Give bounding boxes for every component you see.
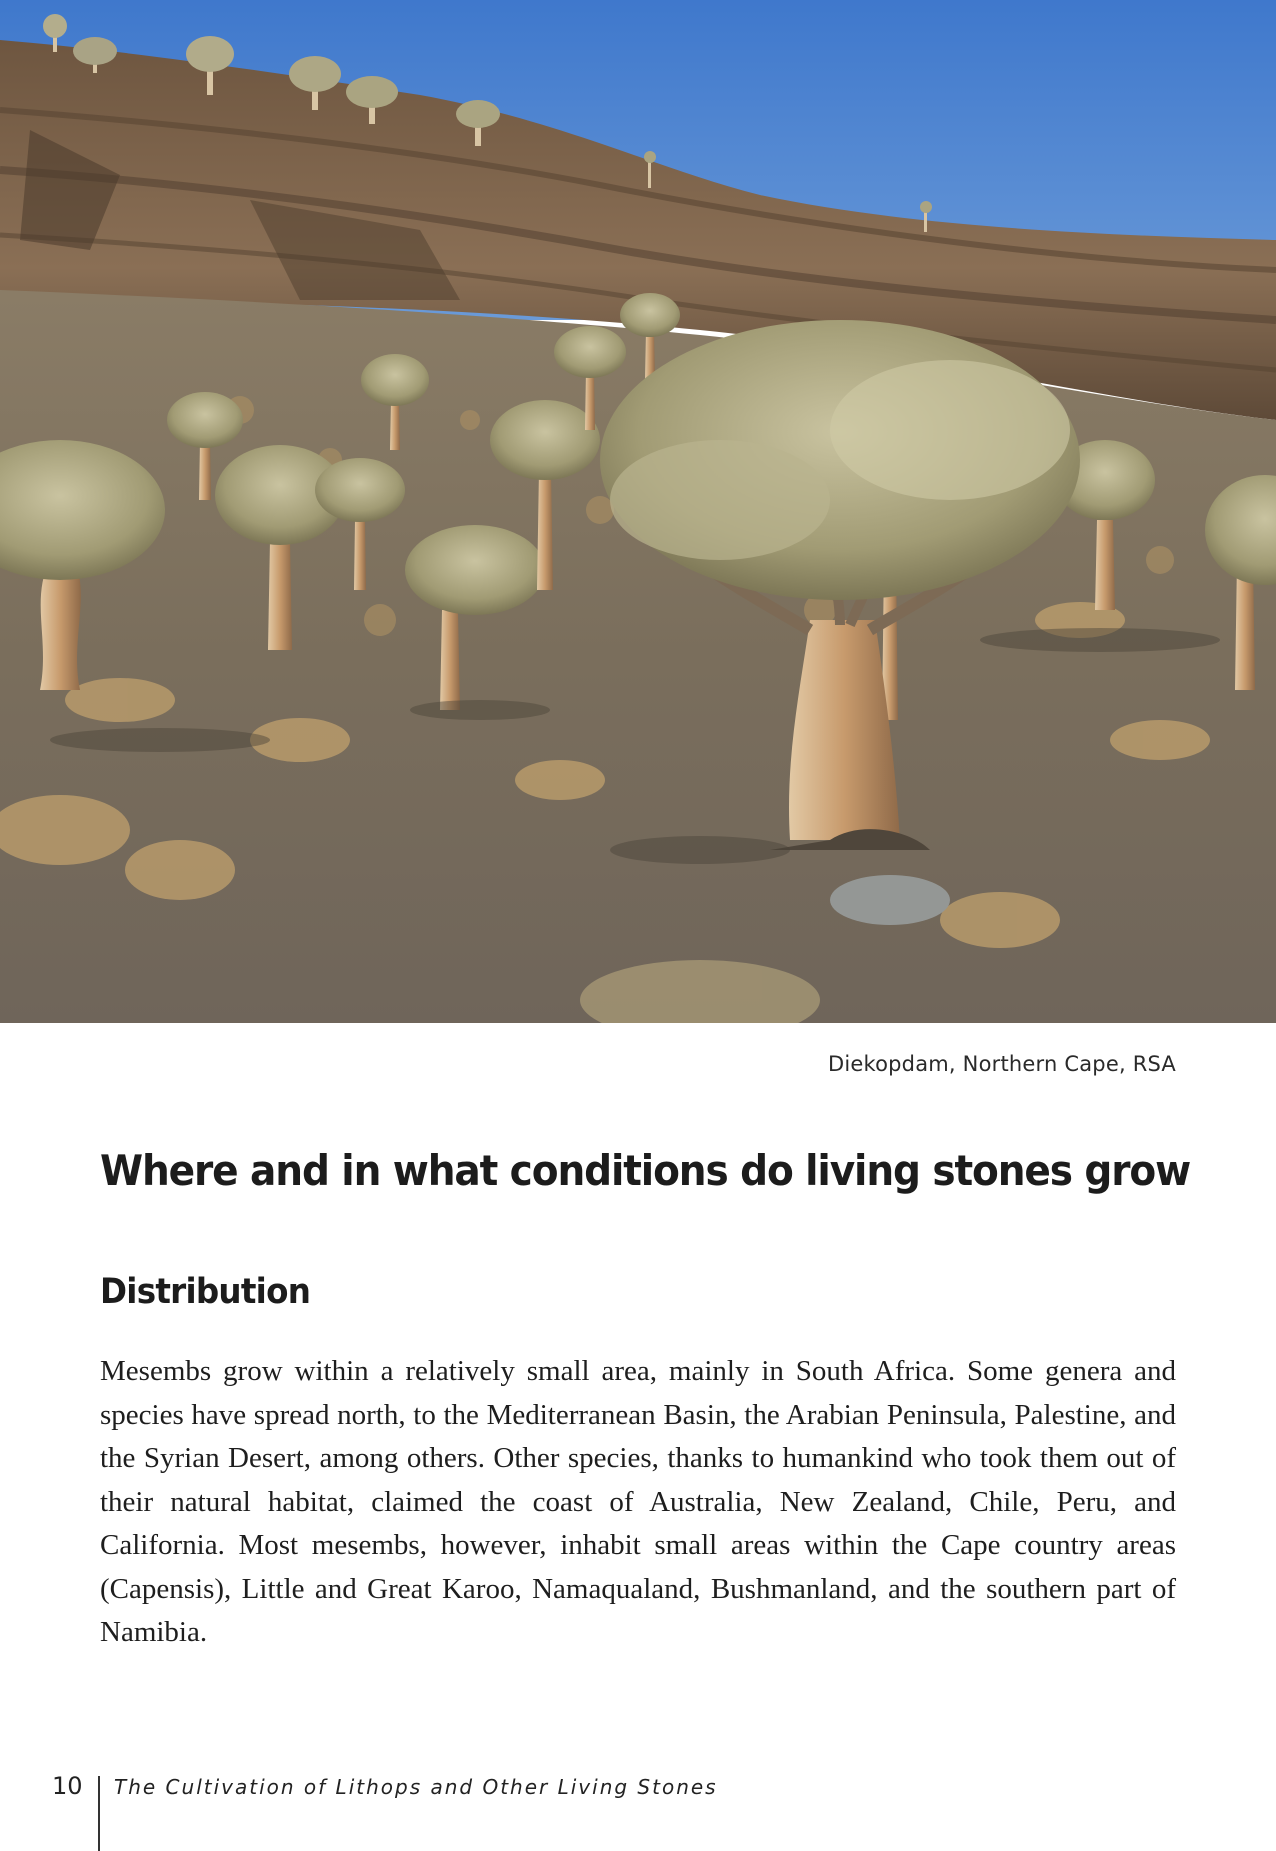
photo-caption: Diekopdam, Northern Cape, RSA bbox=[827, 1052, 1176, 1076]
footer-divider bbox=[98, 1776, 100, 1851]
page-number: 10 bbox=[52, 1772, 83, 1800]
body-paragraph: Mesembs grow within a relatively small area, mainly in South Africa. Some genera and species have spread north, to the Mediterranean Basin, the Arabian Peninsula, Palestine, and the Syrian Desert, among others. Other species, thanks to humankind who took them out of their natural habitat, claimed the coast of Australia, New Zealand, Chile, Peru, and California. Most mesembs, however, inhabit small areas within the Cape country areas (Capensis), Little and Great Karoo, Namaqualand, Bushmanland, and the southern part of Namibia. bbox=[100, 1355, 1176, 1648]
section-heading: Distribution bbox=[100, 1272, 311, 1312]
running-footer-title: The Cultivation of Lithops and Other Living Stones bbox=[114, 1775, 718, 1799]
chapter-title: Where and in what conditions do living stones grow bbox=[100, 1146, 1191, 1195]
